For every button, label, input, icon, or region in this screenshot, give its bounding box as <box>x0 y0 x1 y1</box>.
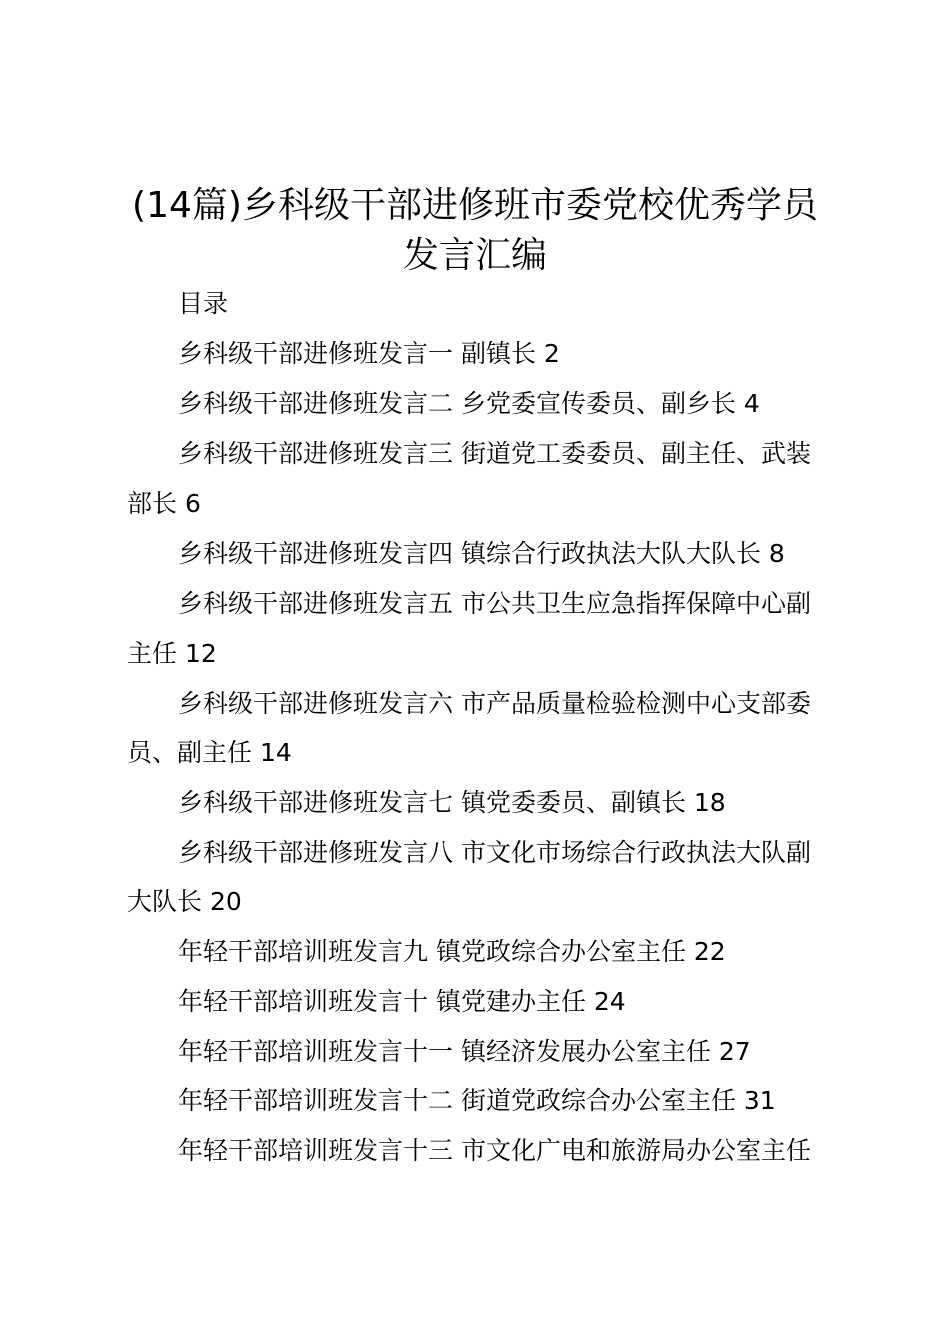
toc-entry-continuation: 主任 12 <box>127 639 217 668</box>
toc-entry: 年轻干部培训班发言十 镇党建办主任 24 <box>178 987 626 1016</box>
toc-entry: 乡科级干部进修班发言三 街道党工委委员、副主任、武装 <box>178 439 811 468</box>
toc-entry: 年轻干部培训班发言十二 街道党政综合办公室主任 31 <box>178 1086 776 1115</box>
toc-entry: 年轻干部培训班发言十一 镇经济发展办公室主任 27 <box>178 1037 751 1066</box>
toc-entry: 乡科级干部进修班发言五 市公共卫生应急指挥保障中心副 <box>178 589 811 618</box>
toc-entry: 乡科级干部进修班发言六 市产品质量检验检测中心支部委 <box>178 689 811 718</box>
toc-entry: 乡科级干部进修班发言二 乡党委宣传委员、副乡长 4 <box>178 389 760 418</box>
toc-entry: 乡科级干部进修班发言一 副镇长 2 <box>178 339 560 368</box>
toc-entry: 年轻干部培训班发言十三 市文化广电和旅游局办公室主任 <box>178 1136 811 1165</box>
toc-entry-continuation: 大队长 20 <box>127 887 242 916</box>
toc-entry: 乡科级干部进修班发言七 镇党委委员、副镇长 18 <box>178 788 726 817</box>
toc-entry: 乡科级干部进修班发言四 镇综合行政执法大队大队长 8 <box>178 539 785 568</box>
toc-entry-continuation: 部长 6 <box>127 489 201 518</box>
document-title-line-2: 发言汇编 <box>402 235 547 276</box>
toc-entry: 乡科级干部进修班发言八 市文化市场综合行政执法大队副 <box>178 838 811 867</box>
toc-heading: 目录 <box>178 289 229 318</box>
toc-entry: 年轻干部培训班发言九 镇党政综合办公室主任 22 <box>178 937 726 966</box>
toc-entry-continuation: 员、副主任 14 <box>127 738 292 767</box>
document-title-line-1: (14篇)乡科级干部进修班市委党校优秀学员 <box>132 185 818 226</box>
